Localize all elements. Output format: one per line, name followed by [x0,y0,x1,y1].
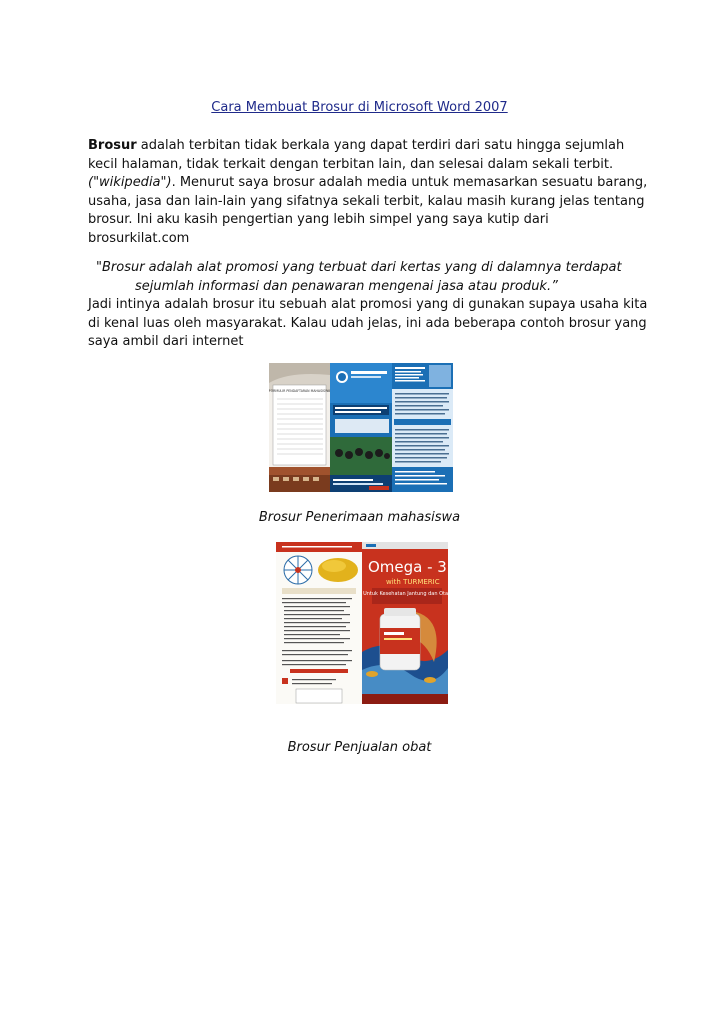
intro-bold-term: Brosur [88,138,137,153]
caption-medicine: Brosur Penjualan obat [287,740,432,755]
quote-line-1: "Brosur adalah alat promosi yang terbuat dari kertas yang di dalamnya terdapat [96,260,622,275]
brochure-medicine-image [276,542,448,704]
quote-block [88,259,648,297]
brochure-admission-graphic [269,363,453,492]
intro-paragraph [88,137,648,249]
form-heading: FORMULIR PENDAFTARAN MAHASISWA [269,389,331,393]
intro-text-1: adalah terbitan tidak berkala yang dapat terdiri dari satu hingga sejumlah kecil halaman, tidak terkait dengan terbitan lain, dan selesai dalam sekali terbit. [88,138,625,172]
brochure-medicine-graphic [276,542,448,704]
product-name: Omega - 3 [368,558,447,576]
product-sub: with TURMERIC [386,578,440,586]
caption-admission: Brosur Penerimaan mahasiswa [258,510,461,525]
product-tagline: Untuk Kesehatan Jantung dan Otak [363,591,448,597]
brochure-admission-image [269,363,453,492]
intro-text-2: . Menurut saya brosur adalah media untuk memasarkan sesuatu barang, usaha, jasa dan lain-lain yang sifatnya sekali terbit, kalau masih kurang jelas tentang brosur. Ini aku kasih pengertian yang lebih simpel yang saya kutip dari brosurkilat.com [88,175,648,246]
intro-citation: ("wikipedia") [88,175,172,191]
document-title[interactable]: Cara Membuat Brosur di Microsoft Word 2007 [211,100,508,115]
quote-line-2: sejumlah informasi dan penawaran mengenai jasa atau produk.” [135,278,558,294]
after-quote-paragraph: Jadi intinya adalah brosur itu sebuah alat promosi yang di gunakan supaya usaha kita di kenal luas oleh masyarakat. Kalau udah jelas, ini ada beberapa contoh brosur yang saya ambil dari internet [88,297,648,350]
